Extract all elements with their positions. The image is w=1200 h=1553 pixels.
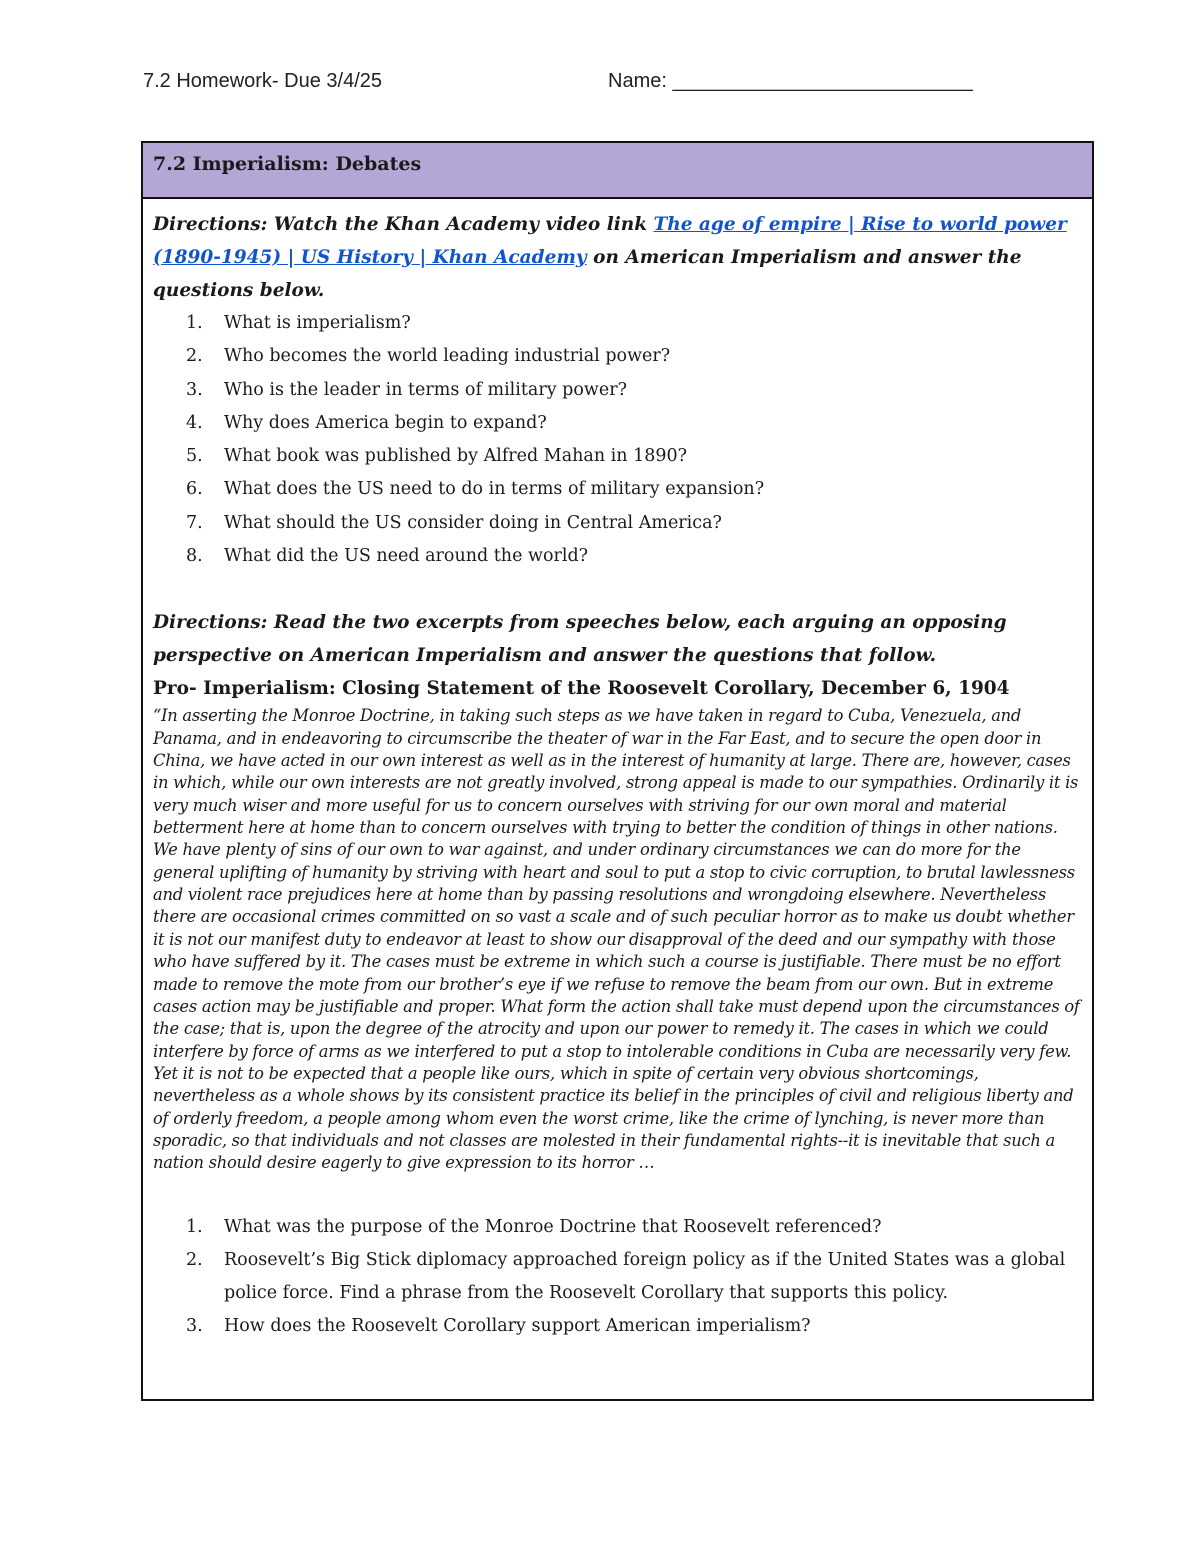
directions-video-suffix: on American Imperialism and answer the questions below. bbox=[153, 247, 1022, 301]
question-number: 5. bbox=[186, 446, 203, 467]
question-number: 2. bbox=[186, 1249, 203, 1270]
list-item bbox=[153, 340, 1082, 373]
question-text: What book was published by Alfred Mahan in 1890? bbox=[224, 446, 688, 467]
excerpt-question-list bbox=[153, 1211, 1082, 1344]
directions-video bbox=[153, 208, 1082, 307]
question-number: 6. bbox=[186, 479, 203, 500]
question-text: How does the Roosevelt Corollary support American imperialism? bbox=[224, 1316, 811, 1337]
list-item bbox=[153, 1310, 1082, 1343]
question-text: Roosevelt’s Big Stick diplomacy approached foreign policy as if the United States was a global police force. Find a phrase from the Roosevelt Corollary that supports this policy. bbox=[224, 1249, 1066, 1304]
list-item bbox=[153, 374, 1082, 407]
question-number: 1. bbox=[186, 313, 203, 333]
assignment-content bbox=[143, 199, 1092, 1344]
directions-excerpts: Directions: Read the two excerpts from speeches below, each arguing an opposing perspective on American Imperialism and answer the questions that follow. bbox=[153, 612, 1007, 667]
list-item bbox=[153, 1211, 1082, 1244]
list-item bbox=[153, 1244, 1082, 1311]
question-number: 4. bbox=[186, 412, 203, 433]
question-number: 2. bbox=[186, 346, 203, 367]
khan-academy-video-link[interactable]: The age of empire | Rise to world power (1890-1945) | US History | Khan Academy bbox=[153, 214, 1067, 268]
section-title-bar bbox=[143, 143, 1092, 199]
question-text: What was the purpose of the Monroe Doctrine that Roosevelt referenced? bbox=[224, 1216, 882, 1237]
list-item bbox=[153, 507, 1082, 540]
question-number: 1. bbox=[186, 1216, 203, 1237]
question-number: 7. bbox=[186, 512, 203, 533]
question-text: What is imperialism? bbox=[224, 313, 411, 333]
list-item bbox=[153, 473, 1082, 506]
question-text: Who is the leader in terms of military power? bbox=[224, 379, 627, 400]
list-item bbox=[153, 440, 1082, 473]
assignment-title: 7.2 Homework- Due 3/4/25 bbox=[143, 70, 383, 92]
name-field-label: Name: ___________________________ bbox=[608, 70, 973, 92]
question-text: What should the US consider doing in Central America? bbox=[224, 512, 722, 533]
pro-imperialism-heading: Pro- Imperialism: Closing Statement of the Roosevelt Corollary, December 6, 1904 bbox=[153, 678, 1010, 700]
spacer bbox=[153, 1175, 1082, 1211]
question-text: What does the US need to do in terms of military expansion? bbox=[224, 479, 765, 500]
question-text: Who becomes the world leading industrial power? bbox=[224, 346, 671, 367]
page-header bbox=[143, 70, 1103, 100]
list-item bbox=[153, 407, 1082, 440]
directions-video-prefix: Directions: Watch the Khan Academy video link bbox=[153, 214, 654, 235]
list-item bbox=[153, 540, 1082, 573]
question-number: 3. bbox=[186, 1316, 203, 1337]
question-number: 8. bbox=[186, 546, 203, 567]
list-item bbox=[153, 307, 1082, 340]
spacer bbox=[153, 573, 1082, 606]
question-number: 3. bbox=[186, 379, 203, 400]
section-title: 7.2 Imperialism: Debates bbox=[153, 153, 422, 175]
assignment-box bbox=[141, 141, 1094, 1401]
roosevelt-corollary-excerpt: “In asserting the Monroe Doctrine, in taking such steps as we have taken in regard to Cuba, Venezuela, and Panama, and in endeavoring to circumscribe the theater of war in the Far East, and to secure the open door in China, we have acted in our own interest as well as in the interest of humanity at large. There are, however, cases in which, while our own interests are not greatly involved, strong appeal is made to our sympathies. Ordinarily it is very much wiser and more useful for us to concern ourselves with striving for our own moral and material betterment here at home than to concern ourselves with trying to better the condition of things in other nations. We have plenty of sins of our own to war against, and under ordinary circumstances we can do more for the general uplifting of humanity by striving with heart and soul to put a stop to civic corruption, to brutal lawlessness and violent race prejudices here at home than by passing resolutions and wrongdoing elsewhere. Nevertheless there are occasional crimes committed on so vast a scale and of such peculiar horror as to make us doubt whether it is not our manifest duty to endeavor at least to show our disapproval of the deed and our sympathy with those who have suffered by it. The cases must be extreme in which such a course is justifiable. There must be no effort made to remove the mote from our brother’s eye if we refuse to remove the beam from our own. But in extreme cases action may be justifiable and proper. What form the action shall take must depend upon the circumstances of the case; that is, upon the degree of the atrocity and upon our power to remedy it. The cases in which we could interfere by force of arms as we interfered to put a stop to intolerable conditions in Cuba are necessarily very few. Yet it is not to be expected that a people like ours, which in spite of certain very obvious shortcomings, nevertheless as a whole shows by its consistent practice its belief in the principles of civil and religious liberty and of orderly freedom, a people among whom even the worst crime, like the crime of lynching, is never more than sporadic, so that individuals and not classes are molested in their fundamental rights--it is inevitable that such a nation should desire eagerly to give expression to its horror … bbox=[153, 706, 1080, 1173]
question-text: What did the US need around the world? bbox=[224, 546, 589, 567]
question-text: Why does America begin to expand? bbox=[224, 412, 547, 433]
video-question-list bbox=[153, 307, 1082, 573]
